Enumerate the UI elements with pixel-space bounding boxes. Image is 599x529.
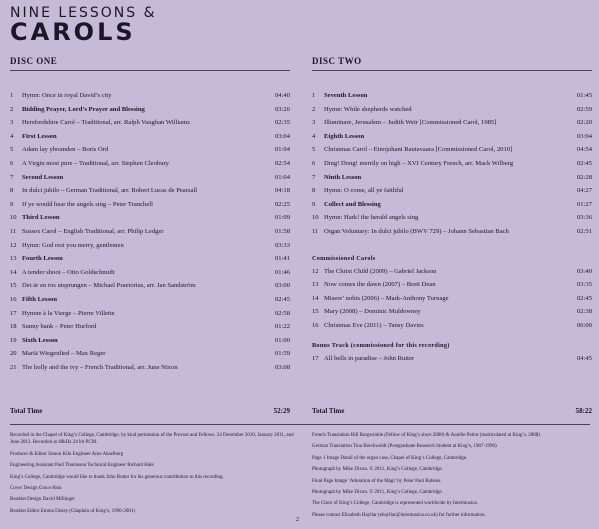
track-title: A Virgin most pure – Traditional, arr. Stephen Cleobury xyxy=(22,159,169,167)
track-title: Illuminare, Jerusalem – Judith Weir [Commissioned Carol, 1985] xyxy=(324,119,497,127)
track-duration: 01:04 xyxy=(274,146,290,154)
disc-two-divider xyxy=(312,70,592,71)
track-duration: 01:04 xyxy=(274,173,290,181)
track-title: Ninth Lesson xyxy=(324,173,362,181)
track-duration: 01:41 xyxy=(274,255,290,263)
track-number: 17 xyxy=(312,354,319,362)
track-row xyxy=(10,307,290,321)
track-row xyxy=(10,252,290,266)
track-number: 10 xyxy=(10,214,17,222)
track-duration: 02:54 xyxy=(274,159,290,167)
credit-line: King’s College, Cambridge would like to thank John Rutter for his generous contribution to this recording. xyxy=(10,474,224,480)
track-duration: 01:59 xyxy=(274,350,290,358)
track-duration: 02:45 xyxy=(576,159,592,167)
track-row xyxy=(312,305,592,319)
track-number: 17 xyxy=(10,309,17,317)
disc-two-total-time: 58:22 xyxy=(575,407,592,415)
track-title: A tender shoot – Otto Goldschmidt xyxy=(22,268,115,276)
track-row xyxy=(10,279,290,293)
credit-line: Engineering Assistant Paul Thomason Technical Engineer Richard Hale xyxy=(10,463,154,469)
disc-one-track-list xyxy=(10,89,290,374)
track-number: 20 xyxy=(10,350,17,358)
disc-two-title: DISC TWO xyxy=(312,56,362,66)
track-number: 10 xyxy=(312,214,319,222)
track-title: Christmas Carol – Einojuhani Rautavaara [Commissioned Carol, 2010] xyxy=(324,146,513,154)
credit-line: French Translation Bill Burgwinkle (Fellow of King’s since 2000) & Aurélie Petiot (matriculated at King’s, 2008) xyxy=(312,433,540,438)
track-duration: 02:38 xyxy=(576,308,592,316)
track-number: 13 xyxy=(10,255,17,263)
track-title: Seventh Lesson xyxy=(324,92,368,99)
track-duration: 02:25 xyxy=(274,200,290,208)
title-line-1: NINE LESSONS & xyxy=(10,5,157,21)
track-number: 6 xyxy=(10,159,14,167)
track-title: Ding! Dong! merrily on high – XVI Century French, arr. Mack Wilberg xyxy=(324,159,514,167)
disc-one-divider xyxy=(10,70,290,71)
track-row xyxy=(10,334,290,348)
track-duration: 04:27 xyxy=(576,187,592,195)
track-number: 12 xyxy=(10,241,17,249)
credit-line: Photograph by Mike Dixon. © 2011, King’s College, Cambridge. xyxy=(312,490,443,496)
track-title: Third Lesson xyxy=(22,214,60,222)
track-row xyxy=(10,198,290,212)
credit-line: Booklet Editor Emma Disley (Chaplain of King’s, 1996-2001) xyxy=(10,508,135,514)
track-title: Now comes the dawn (2007) – Brett Dean xyxy=(324,281,436,289)
track-title: Mariä Wiegenlied – Max Reger xyxy=(22,350,106,358)
track-number: 16 xyxy=(312,321,319,329)
disc-two-column xyxy=(312,55,592,365)
track-duration: 02:51 xyxy=(576,227,592,235)
track-row xyxy=(312,211,592,225)
track-title: Mary (2008) – Dominic Muldowney xyxy=(324,308,421,316)
track-number: 8 xyxy=(312,187,316,195)
track-number: 16 xyxy=(10,295,17,303)
track-number: 2 xyxy=(10,105,14,113)
track-duration: 03:40 xyxy=(576,267,592,275)
track-row xyxy=(312,225,592,239)
track-row xyxy=(10,225,290,239)
track-number: 19 xyxy=(10,336,17,344)
track-number: 5 xyxy=(312,146,316,154)
track-row xyxy=(312,352,592,366)
track-row xyxy=(312,184,592,198)
track-row xyxy=(312,103,592,117)
disc-two-total-label: Total Time xyxy=(312,407,345,415)
track-title: Adam lay ybounden – Boris Ord xyxy=(22,146,109,154)
track-number: 9 xyxy=(312,200,316,208)
credit-line: Producer & Editor Simon Kiln Engineer Arne Akselberg xyxy=(10,451,124,457)
disc-one-total xyxy=(10,407,290,415)
track-duration: 03:00 xyxy=(274,282,290,290)
track-title: The holly and the ivy – French Traditional, arr. June Nixon xyxy=(22,363,178,371)
track-row xyxy=(10,130,290,144)
track-title: Hymn: O come, all ye faithful xyxy=(324,187,404,195)
track-title: Hymn: God rest you merry, gentlemen xyxy=(22,241,124,249)
track-duration: 01:00 xyxy=(274,336,290,344)
track-number: 3 xyxy=(312,119,316,127)
track-number: 4 xyxy=(312,132,316,140)
track-row xyxy=(312,319,592,333)
track-title: Second Lesson xyxy=(22,173,64,181)
bonus-track-list xyxy=(312,352,592,366)
track-duration: 04:45 xyxy=(576,354,592,362)
track-row xyxy=(312,278,592,292)
track-row xyxy=(312,143,592,157)
track-title: Bidding Prayer, Lord’s Prayer and Blessing xyxy=(22,105,145,113)
track-duration: 01:45 xyxy=(576,92,592,99)
title-line-2: CAROLS xyxy=(10,18,136,46)
track-title: Hymn: Once in royal David’s city xyxy=(22,92,112,99)
track-duration: 03:08 xyxy=(274,363,290,371)
track-row xyxy=(10,157,290,171)
track-row xyxy=(312,171,592,185)
credit-line: Booklet Design David Millinger xyxy=(10,497,75,503)
track-duration: 04:18 xyxy=(274,187,290,195)
track-duration: 02:58 xyxy=(274,309,290,317)
track-number: 11 xyxy=(10,227,17,235)
track-number: 4 xyxy=(10,132,14,140)
track-number: 1 xyxy=(312,92,316,99)
track-number: 1 xyxy=(10,92,14,99)
track-title: Sixth Lesson xyxy=(22,336,58,344)
page-number: 2 xyxy=(296,517,299,523)
track-title: First Lesson xyxy=(22,132,57,140)
track-number: 9 xyxy=(10,200,14,208)
track-title: Fourth Lesson xyxy=(22,255,63,263)
track-number: 15 xyxy=(10,282,17,290)
track-row xyxy=(10,211,290,225)
credit-line: Recorded in the Chapel of King’s College, Cambridge, by kind permission of the Provost and Fellows. 24 December 2010, January 2011, and June 2012. Recorded at 48kHz 24 bit PCM. xyxy=(10,433,294,446)
track-title: Collect and Blessing xyxy=(324,200,381,208)
track-number: 13 xyxy=(312,281,319,289)
track-row xyxy=(10,320,290,334)
album-title xyxy=(10,5,157,44)
disc-two-total xyxy=(312,407,592,415)
track-title: Fifth Lesson xyxy=(22,295,57,303)
track-number: 14 xyxy=(312,294,319,302)
commissioned-track-list xyxy=(312,265,592,333)
track-duration: 02:45 xyxy=(274,295,290,303)
track-number: 12 xyxy=(312,267,319,275)
track-title: Herefordshire Carol – Traditional, arr. Ralph Vaughan Williams xyxy=(22,119,190,127)
track-duration: 03:33 xyxy=(274,241,290,249)
credits-right xyxy=(312,432,592,523)
track-title: Hymne à la Vierge – Pierre Villette xyxy=(22,309,115,317)
track-duration: 04:40 xyxy=(274,92,290,99)
track-row xyxy=(312,157,592,171)
track-row xyxy=(10,347,290,361)
credit-line: Final Page Image ‘Adoration of the Magi’ by Peter Paul Rubens. xyxy=(312,478,442,484)
track-row xyxy=(312,265,592,279)
track-row xyxy=(312,89,592,103)
track-title: Hymn: Hark! the herald angels sing xyxy=(324,214,419,222)
track-row xyxy=(10,89,290,103)
track-number: 15 xyxy=(312,308,319,316)
track-row xyxy=(312,292,592,306)
track-row xyxy=(312,130,592,144)
commissioned-carols-heading: Commissioned Carols xyxy=(312,254,376,262)
track-duration: 01:27 xyxy=(576,200,592,208)
track-number: 3 xyxy=(10,119,14,127)
track-duration: 03:35 xyxy=(576,281,592,289)
track-row xyxy=(10,116,290,130)
track-number: 18 xyxy=(10,323,17,331)
track-duration: 01:58 xyxy=(274,227,290,235)
disc-one-total-label: Total Time xyxy=(10,407,43,415)
track-title: All bells in paradise – John Rutter xyxy=(324,354,415,362)
track-title: Sussex Carol – English Traditional, arr. Philip Ledger xyxy=(22,227,164,235)
credits-left xyxy=(10,432,295,519)
credits-divider xyxy=(10,424,590,425)
disc-one-total-time: 52:29 xyxy=(273,407,290,415)
track-title: Sunny bank – Peter Hurford xyxy=(22,323,97,331)
track-duration: 02:28 xyxy=(576,173,592,181)
track-number: 7 xyxy=(10,173,14,181)
track-row xyxy=(10,361,290,375)
track-duration: 02:35 xyxy=(274,119,290,127)
track-title: In dulci jubilo – German Traditional, arr. Robert Lucas de Pearsall xyxy=(22,187,198,195)
track-row xyxy=(312,198,592,212)
disc-one-title: DISC ONE xyxy=(10,56,58,66)
track-number: 7 xyxy=(312,173,316,181)
track-title: If ye would hear the angels sing – Peter Tranchell xyxy=(22,200,153,208)
track-duration: 01:09 xyxy=(274,214,290,222)
track-number: 6 xyxy=(312,159,316,167)
track-row xyxy=(10,103,290,117)
track-row xyxy=(10,184,290,198)
track-duration: 03:26 xyxy=(274,105,290,113)
track-number: 21 xyxy=(10,363,17,371)
track-row xyxy=(10,171,290,185)
track-title: Organ Voluntary: In dulci jubilo (BWV 729) – Johann Sebastian Bach xyxy=(324,227,509,235)
track-number: 14 xyxy=(10,268,17,276)
track-number: 2 xyxy=(312,105,316,113)
track-number: 11 xyxy=(312,227,319,235)
track-title: Misere’ nobis (2006) – Mark-Anthony Turnage xyxy=(324,294,449,302)
track-duration: 01:46 xyxy=(274,268,290,276)
track-title: Eighth Lesson xyxy=(324,132,365,140)
track-row xyxy=(10,143,290,157)
track-row xyxy=(10,239,290,253)
track-duration: 01:22 xyxy=(274,323,290,331)
track-duration: 03:04 xyxy=(274,132,290,140)
track-number: 5 xyxy=(10,146,14,154)
track-duration: 03:04 xyxy=(576,132,592,140)
disc-two-track-list xyxy=(312,89,592,239)
track-title: Det är en ros utsprungen – Michael Praetorius, arr. Jan Sandström xyxy=(22,282,196,290)
credit-line: The Choir of King’s College, Cambridge is represented worldwide by Intermusica. xyxy=(312,501,478,507)
credit-line: German Translation Tina Breckwoldt (Postgraduate Research Student at King’s, 1987-1990) xyxy=(312,444,497,450)
track-duration: 03:36 xyxy=(576,214,592,222)
track-row xyxy=(10,266,290,280)
track-title: Christmas Eve (2011) – Tansy Davies xyxy=(324,321,424,329)
track-duration: 02:20 xyxy=(576,119,592,127)
track-duration: 06:00 xyxy=(576,321,592,329)
track-row xyxy=(10,293,290,307)
track-duration: 04:54 xyxy=(576,146,592,154)
credit-line: Please contact Elizabeth Hayllar (ehayllar@intermusica.co.uk) for further information. xyxy=(312,512,486,518)
track-number: 8 xyxy=(10,187,14,195)
track-title: Hymn: While shepherds watched xyxy=(324,105,412,113)
bonus-track-heading: Bonus Track (commissioned for this recording) xyxy=(312,341,450,349)
track-title: The Christ Child (2009) – Gabriel Jackson xyxy=(324,267,437,275)
credit-line: Cover Design Grace Hsiu xyxy=(10,486,62,492)
disc-one-column xyxy=(10,55,290,374)
track-row xyxy=(312,116,592,130)
credit-line: Photograph by Mike Dixon. © 2011, King’s College, Cambridge. xyxy=(312,467,443,473)
credit-line: Page 1 Image Detail of the organ case, Chapel of King’s College, Cambridge. xyxy=(312,455,468,461)
track-duration: 02:59 xyxy=(576,105,592,113)
track-duration: 02:45 xyxy=(576,294,592,302)
